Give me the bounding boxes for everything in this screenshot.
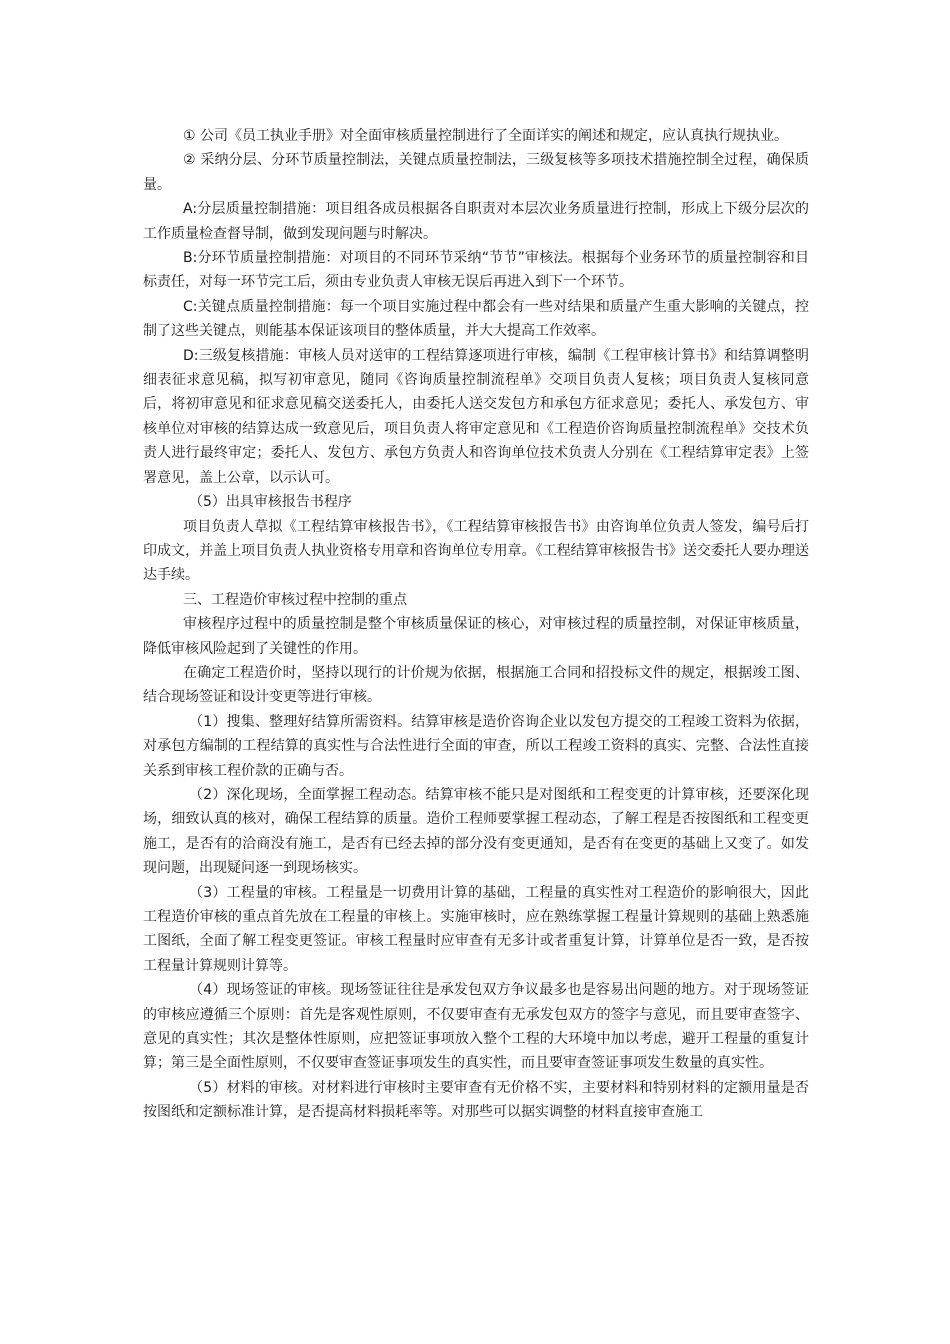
paragraph-quantity-review: （3）工程量的审核。工程量是一切费用计算的基础，工程量的真实性对工程造价的影响很大，因此工程造价审核的重点首先放在工程量的审核上。实施审核时，应在熟练掌握工程量计算规则的基础上熟悉施工图纸，全面了解工程变更签证。审核工程量时应审查有无多计或者重复计算，计算单位是否一致，是否按工程量计算规则计算等。: [143, 884, 809, 974]
paragraph-quality-methods: ② 采纳分层、分环节质量控制法，关键点质量控制法，三级复核等多项技术措施控制全过程，确保质量。: [143, 152, 809, 193]
paragraph-site-visa-review: （4）现场签证的审核。现场签证往往是承发包双方争议最多也是容易出问题的地方。对于现场签证的审核应遵循三个原则：首先是客观性原则，不仅要审查有无承发包双方的签字与意见，而且要审查签字、意见的真实性；其次是整体性原则，应把签证事项放入整个工程的大环境中加以考虑，避开工程量的重复计算；第三是全面性原则，不仅要审查签证事项发生的真实性，而且要审查签证事项发生数量的真实性。: [143, 982, 809, 1072]
document-page: [143, 124, 809, 1125]
paragraph-report-issuance: 项目负责人草拟《工程结算审核报告书》，《工程结算审核报告书》由咨询单位负责人签发，编号后打印成文，并盖上项目负责人执业资格专用章和咨询单位专用章。《工程结算审核报告书》送交委托人要办理送达手续。: [143, 518, 809, 584]
paragraph-layered-control: A:分层质量控制措施：项目组各成员根据各自职责对本层次业务质量进行控制，形成上下级分层次的工作质量检查督导制，做到发现问题与时解决。: [143, 201, 809, 242]
section-heading-control-focus: 三、工程造价审核过程中控制的重点: [183, 591, 407, 608]
paragraph-material-review: （5）材料的审核。对材料进行审核时主要审查有无价格不实，主要材料和特别材料的定额用量是否按图纸和定额标准计算，是否提高材料损耗率等。对那些可以据实调整的材料直接审查施工: [143, 1079, 809, 1121]
paragraph-manual: ① 公司《员工执业手册》对全面审核质量控制进行了全面详实的阐述和规定，应认真执行规执业。: [183, 128, 788, 144]
paragraph-keypoint-control: C:关键点质量控制措施：每一个项目实施过程中都会有一些对结果和质量产生重大影响的关键点，控制了这些关键点，则能基本保证该项目的整体质量，并大大提高工作效率。: [143, 298, 809, 340]
paragraph-segment-control: B:分环节质量控制措施：对项目的不同环节采纳“节节”审核法。根据每个业务环节的质量控制容和目标责任，对每一环节完工后，须由专业负责人审核无误后再进入到下一个环节。: [143, 250, 809, 291]
heading-report-procedure: （5）出具审核报告书程序: [189, 494, 352, 511]
paragraph-three-level-review: D:三级复核措施：审核人员对送审的工程结算逐项进行审核，编制《工程审核计算书》和结算调整明细表征求意见稿，拟写初审意见，随同《咨询质量控制流程单》交项目负责人复核；项目负责人复核同意后，将初审意见和征求意见稿交送委托人，由委托人送交发包方和承包方征求意见；委托人、承发包方、审核单位对审核的结算达成一致意见后，项目负责人将审定意见和《工程造价咨询质量控制流程单》交技术负责人进行最终审定；委托人、发包方、承包方负责人和咨询单位技术负责人分别在《工程结算审定表》上签署意见，盖上公章，以示认可。: [143, 347, 809, 486]
paragraph-cost-basis: 在确定工程造价时，坚持以现行的计价规为依据，根据施工合同和招投标文件的规定，根据竣工图、结合现场签证和设计变更等进行审核。: [143, 664, 809, 706]
paragraph-site-inspection: （2）深化现场，全面掌握工程动态。结算审核不能只是对图纸和工程变更的计算审核，还要深化现场，细致认真的核对，确保工程结算的质量。造价工程师要掌握工程动态，了解工程是否按图纸和工程变更施工，是否有的洽商没有施工，是否有已经去掉的部分没有变更通知，是否有在变更的基础上又变了。如发现问题，出现疑问逐一到现场核实。: [143, 786, 809, 877]
paragraph-process-quality: 审核程序过程中的质量控制是整个审核质量保证的核心，对审核过程的质量控制，对保证审核质量，降低审核风险起到了关键性的作用。: [143, 616, 809, 657]
paragraph-collect-materials: （1）搜集、整理好结算所需资料。结算审核是造价咨询企业以发包方提交的工程竣工资料为依据，对承包方编制的工程结算的真实性与合法性进行全面的审查，所以工程竣工资料的真实、完整、合法性直接关系到审核工程价款的正确与否。: [143, 713, 809, 779]
